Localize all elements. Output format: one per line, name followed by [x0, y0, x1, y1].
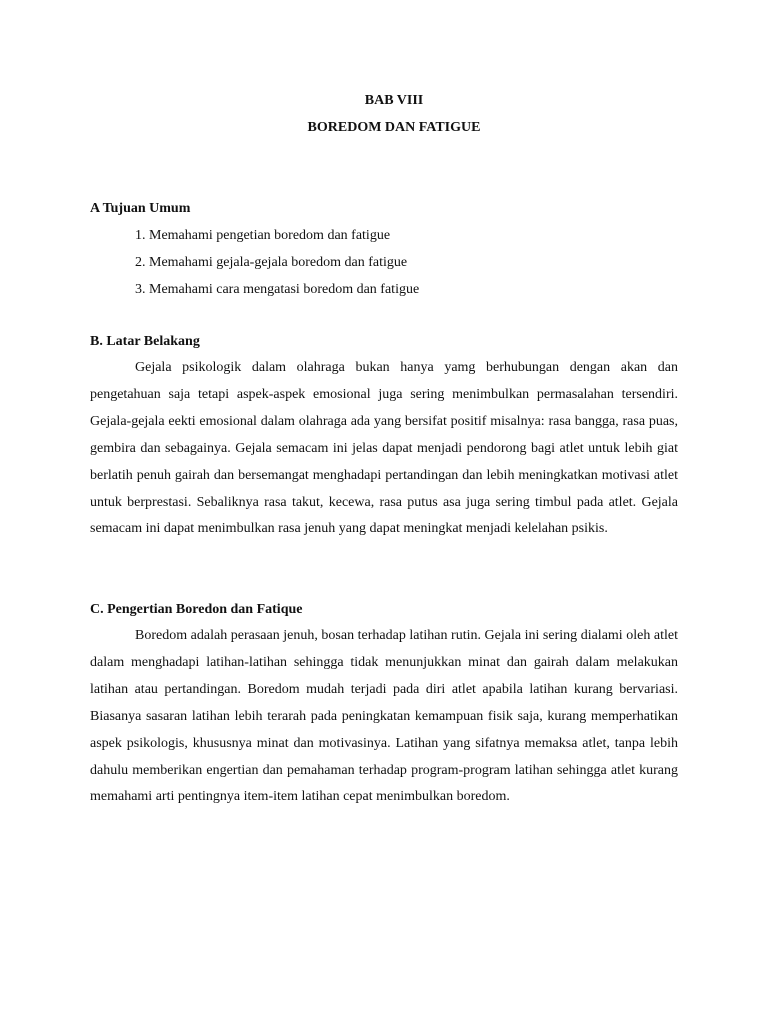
section-c-heading: C. Pengertian Boredon dan Fatique — [90, 602, 303, 617]
section-c-paragraph: Boredom adalah perasaan jenuh, bosan terhadap latihan rutin. Gejala ini sering dialami oleh atlet dalam menghadapi latihan-latihan sehingga tidak menunjukkan minat dan gairah dalam melakukan latihan atau pertandingan. Boredom mudah terjadi pada diri atlet apabila latihan kurang bervariasi. Biasanya sasaran latihan lebih terarah pada peningkatan kemampuan fisik saja, kurang memperhatikan aspek psikologis, khususnya minat dan motivasinya. Latihan yang sifatnya memaksa atlet, tanpa lebih dahulu memberikan engertian dan pemahaman terhadap program-program latihan sehingga atlet kurang memahami arti pentingnya item-item latihan cepat menimbulkan boredom. — [90, 628, 678, 805]
section-a-heading: A Tujuan Umum — [90, 201, 191, 216]
section-b-paragraph: Gejala psikologik dalam olahraga bukan hanya yamg berhubungan dengan akan dan pengetahuan saja tetapi aspek-aspek emosional juga sering menimbulkan permasalahan tersendiri. Gejala-gejala eekti emosional dalam olahraga ada yang bersifat positif misalnya: rasa bangga, rasa puas, gembira dan sebagainya. Gejala semacam ini jelas dapat menjadi pendorong bagi atlet untuk lebih giat berlatih penuh gairah dan bersemangat menghadapi pertandingan dan lebih meningkatkan motivasi atlet untuk berprestasi. Sebaliknya rasa takut, kecewa, rasa putus asa juga sering timbul pada atlet. Gejala semacam ini dapat menimbulkan rasa jenuh yang dapat meningkat menjadi kelelahan psikis. — [90, 360, 678, 537]
chapter-title: BOREDOM DAN FATIGUE — [307, 120, 481, 135]
objective-item-3: 3. Memahami cara mengatasi boredom dan fatigue — [135, 282, 420, 297]
section-b-heading: B. Latar Belakang — [90, 334, 200, 349]
objective-item-1: 1. Memahami pengetian boredom dan fatigue — [135, 228, 391, 243]
chapter-label: BAB VIII — [364, 93, 424, 108]
objective-item-2: 2. Memahami gejala-gejala boredom dan fatigue — [135, 255, 408, 270]
